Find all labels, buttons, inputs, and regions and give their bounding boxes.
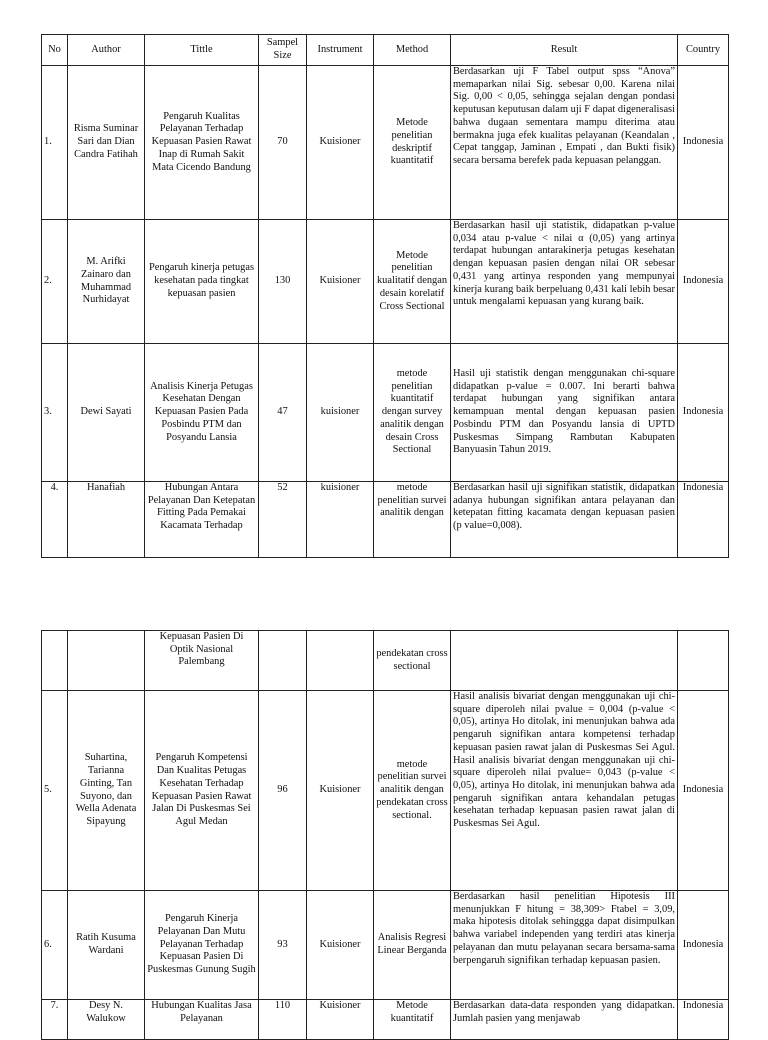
cell-sample-size: 110 (259, 1000, 307, 1040)
cell-sample-size: 93 (259, 891, 307, 1000)
cell-sample-size: 52 (259, 482, 307, 558)
cell-author: Suhartina, Tarianna Ginting, Tan Suyono, dan Wella Adenata Sipayung (68, 691, 145, 891)
cell-author: Risma Suminar Sari dan Dian Candra Fatihah (68, 66, 145, 220)
cell-sample-size: 47 (259, 344, 307, 482)
cell-sample-size (259, 631, 307, 691)
cell-country: Indonesia (678, 482, 729, 558)
cell-no: 2. (42, 220, 68, 344)
cell-title: Analisis Kinerja Petugas Kesehatan Dengan Kepuasan Pasien Pada Posbindu PTM dan Posyandu Lansia (145, 344, 259, 482)
cell-title: Pengaruh kinerja petugas kesehatan pada tingkat kepuasan pasien (145, 220, 259, 344)
cell-method: metode penelitian kuantitatif dengan survey analitik dengan desain Cross Sectional (374, 344, 451, 482)
cell-author: Desy N. Walukow (68, 1000, 145, 1040)
cell-instrument: Kuisioner (307, 891, 374, 1000)
cell-result: Hasil uji statistik dengan menggunakan chi-square didapatkan p-value = 0.007. Ini berarti bahwa terdapat hubungan yang signifikan antara kemampuan mental dengan kepuasan pasien Posbindu PTM dan Posyandu lansia di UPTD Puskesmas Simpang Rambutan Kabupaten Banyuasin Tahun 2019. (451, 344, 678, 482)
cell-instrument: Kuisioner (307, 1000, 374, 1040)
cell-instrument: kuisioner (307, 482, 374, 558)
cell-method: Analisis Regresi Linear Berganda (374, 891, 451, 1000)
cell-country: Indonesia (678, 344, 729, 482)
cell-method: Metode kuantitatif (374, 1000, 451, 1040)
table-row (42, 482, 729, 558)
cell-result: Berdasarkan data-data responden yang didapatkan. Jumlah pasien yang menjawab (451, 1000, 678, 1040)
cell-instrument (307, 631, 374, 691)
cell-title: Kepuasan Pasien Di Optik Nasional Palembang (145, 631, 259, 691)
cell-instrument: Kuisioner (307, 220, 374, 344)
cell-no: 7. (42, 1000, 68, 1040)
cell-no: 5. (42, 691, 68, 891)
header-method: Method (374, 35, 451, 66)
cell-result (451, 631, 678, 691)
table-row-continuation (42, 631, 729, 691)
cell-no (42, 631, 68, 691)
table-row (42, 891, 729, 1000)
cell-sample-size: 70 (259, 66, 307, 220)
cell-title: Pengaruh Kualitas Pelayanan Terhadap Kepuasan Pasien Rawat Inap di Rumah Sakit Mata Cicendo Bandung (145, 66, 259, 220)
cell-author: Ratih Kusuma Wardani (68, 891, 145, 1000)
cell-title: Hubungan Kualitas Jasa Pelayanan (145, 1000, 259, 1040)
cell-country: Indonesia (678, 66, 729, 220)
cell-no: 3. (42, 344, 68, 482)
cell-sample-size: 96 (259, 691, 307, 891)
cell-method: Metode penelitian kualitatif dengan desain korelatif Cross Sectional (374, 220, 451, 344)
table-row (42, 1000, 729, 1040)
cell-author: Dewi Sayati (68, 344, 145, 482)
cell-title: Pengaruh Kinerja Pelayanan Dan Mutu Pelayanan Terhadap Kepuasan Pasien Di Puskesmas Gunung Sugih (145, 891, 259, 1000)
table-row (42, 66, 729, 220)
cell-no: 6. (42, 891, 68, 1000)
table-header-row (42, 35, 729, 66)
table-row (42, 344, 729, 482)
cell-result: Berdasarkan uji F Tabel output spss “Anova” memaparkan nilai Sig. sebesar 0,00. Karena nilai Sig. 0,00 < 0,05, sehingga sejalan dengan pondasi keputusan keputusan dalam uji F dapat digeneralisasi bahwa dugaan sementara mampu diterima atau bermakna juga efek kualitas pelayanan (Keandalan , Cepat tanggap, Jaminan , Empati , dan Bukti fisik) secara bersama berefek pada kepuasan pelanggan. (451, 66, 678, 220)
cell-instrument: Kuisioner (307, 66, 374, 220)
cell-result: Berdasarkan hasil uji signifikan statistik, didapatkan adanya hubungan signifikan antara pelayanan dan ketepatan fitting kacamata dengan kepuasan pasien (p value=0,008). (451, 482, 678, 558)
header-instrument: Instrument (307, 35, 374, 66)
cell-no: 4. (42, 482, 68, 558)
cell-title: Pengaruh Kompetensi Dan Kualitas Petugas Kesehatan Terhadap Kepuasan Pasien Rawat Jalan Di Puskesmas Sei Agul Medan (145, 691, 259, 891)
cell-result: Berdasarkan hasil penelitian Hipotesis III menunjukkan F hitung = 38,309> Ftabel = 3,09, maka hipotesis ditolak sehinggga dapat disimpulkan bahwa variabel independen yang terdiri atas kinerja pelayanan dan mutu pelayanan secara bersama-sama berpengaruh signifikan terhadap kepuasan pasien. (451, 891, 678, 1000)
cell-method: Metode penelitian deskriptif kuantitatif (374, 66, 451, 220)
header-title: Tittle (145, 35, 259, 66)
cell-method: metode penelitian survei analitik dengan (374, 482, 451, 558)
cell-country: Indonesia (678, 691, 729, 891)
table-row (42, 220, 729, 344)
cell-no: 1. (42, 66, 68, 220)
cell-instrument: kuisioner (307, 344, 374, 482)
cell-country: Indonesia (678, 891, 729, 1000)
header-country: Country (678, 35, 729, 66)
header-result: Result (451, 35, 678, 66)
cell-author: M. Arifki Zainaro dan Muhammad Nurhidayat (68, 220, 145, 344)
literature-table-part-2 (41, 630, 729, 1040)
cell-title: Hubungan Antara Pelayanan Dan Ketepatan Fitting Pada Pemakai Kacamata Terhadap (145, 482, 259, 558)
cell-author (68, 631, 145, 691)
header-no: No (42, 35, 68, 66)
cell-result: Berdasarkan hasil uji statistik, didapatkan p-value 0,034 atau p-value < nilai α (0,05) yang artinya terdapat hubungan antarakinerja petugas kesehatan dengan kepuasan pasien dengan nilai OR sebesar 0,431 yang artinya responden yang mempunyai kinerja kurang baik berpeluang 0,431 kali lebih besar untuk mengalami kepuasan yang kurang baik. (451, 220, 678, 344)
cell-instrument: Kuisioner (307, 691, 374, 891)
cell-method: metode penelitian survei analitik dengan pendekatan cross sectional. (374, 691, 451, 891)
cell-country: Indonesia (678, 220, 729, 344)
cell-country: Indonesia (678, 1000, 729, 1040)
cell-result: Hasil analisis bivariat dengan menggunakan uji chi-square diperoleh nilai pvalue = 0,004 (p-value < 0,05), artinya Ho ditolak, ini menunjukan bahwa ada pengaruh signifikan antara kompetensi terhadap kepuasan pasien rawat jalan di Puskesmas Sei Agul. Hasil analisis bivariat dengan menggunakan uji chi-square diperoleh nilai pvalue= 0,043 (p-value < 0,05), artinya Ho ditolak, ini menunjukan bahwa ada pengaruh signifikan antara kehandalan petugas kesehatan terhadap kepuasan pasien rawat jalan di Puskesmas Sei Agul. (451, 691, 678, 891)
header-sample-size: Sampel Size (259, 35, 307, 66)
cell-country (678, 631, 729, 691)
table-row (42, 691, 729, 891)
literature-table-part-1 (41, 34, 729, 558)
cell-sample-size: 130 (259, 220, 307, 344)
cell-method: pendekatan cross sectional (374, 631, 451, 691)
header-author: Author (68, 35, 145, 66)
cell-author: Hanafiah (68, 482, 145, 558)
